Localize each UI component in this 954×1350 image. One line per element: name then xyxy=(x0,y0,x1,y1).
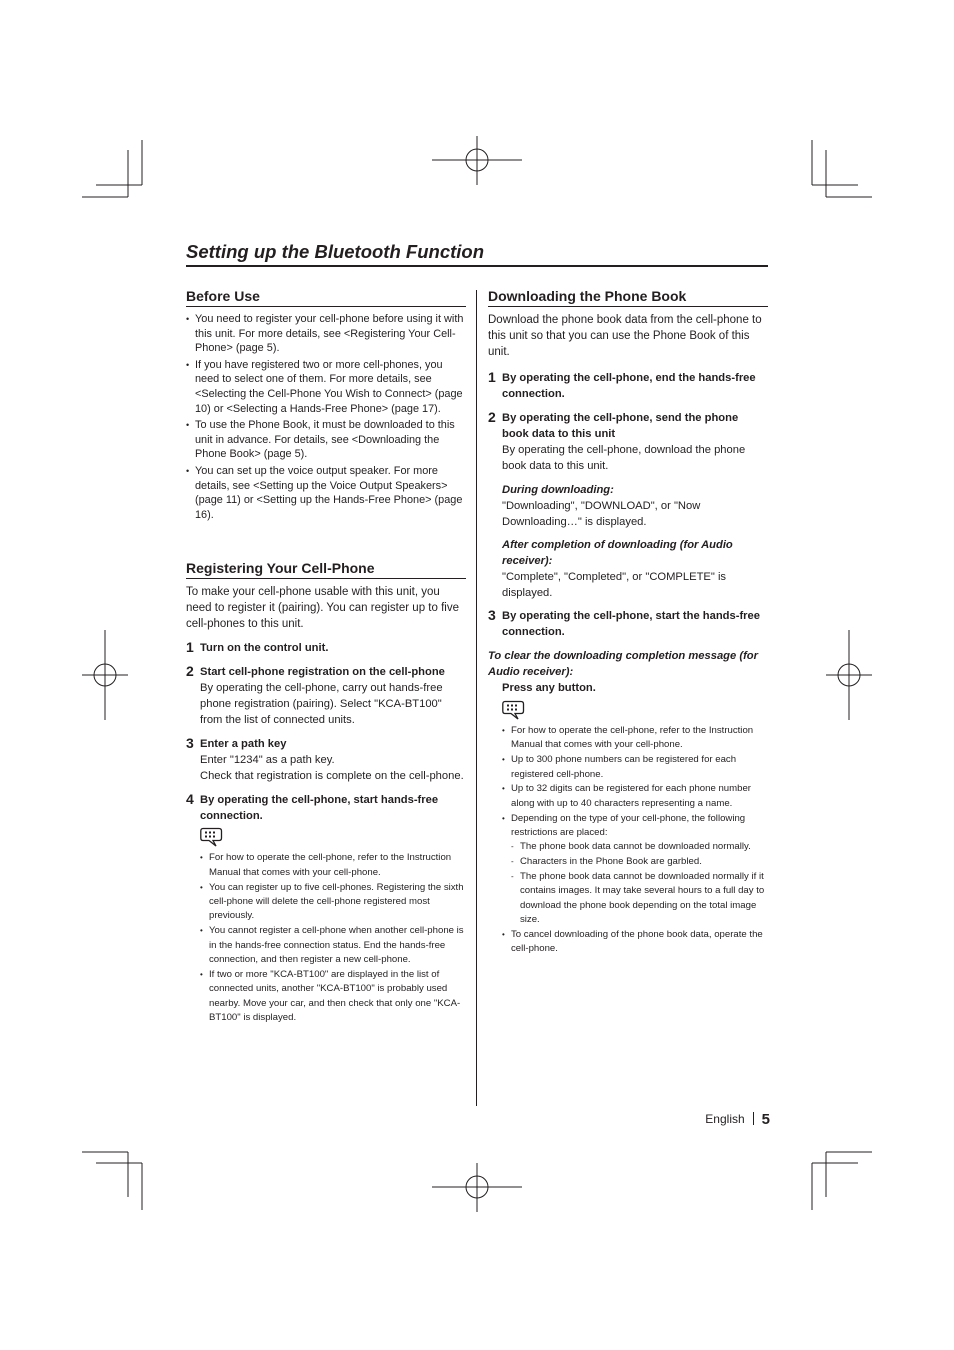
step-3 xyxy=(488,608,768,640)
step-3 xyxy=(186,736,466,784)
notes-list xyxy=(502,724,768,957)
list-item: • You cannot register a cell-phone when another cell-phone is in the hands-free connection status. End the hands-free connection, and then register a new cell-phone. xyxy=(200,924,466,967)
step-title: Turn on the control unit. xyxy=(200,642,329,655)
page-number: 5 xyxy=(761,1111,770,1128)
step-title: By operating the cell-phone, end the hands-free connection. xyxy=(502,372,756,400)
list-item: - The phone book data cannot be downloaded normally if it contains images. It may take several hours to a full day to download the phone book depending on the total image size. xyxy=(511,870,768,928)
step-title: Enter a path key xyxy=(200,738,287,751)
registering-notes xyxy=(186,826,466,1025)
list-item: • You need to register your cell-phone before using it with this unit. For more details, see <Registering Your Cell-Phone> (page 5). xyxy=(186,312,466,356)
clear-message-body: Press any button. xyxy=(502,682,596,694)
step-number: 2 xyxy=(186,663,194,680)
list-item: • To use the Phone Book, it must be downloaded to this unit in advance. For details, see <Downloading the Phone Book> (page 5). xyxy=(186,418,466,462)
list-item: • Up to 32 digits can be registered for each phone number along with up to 40 characters representing a name. xyxy=(502,782,768,811)
list-item: • You can register up to five cell-phones. Registering the sixth cell-phone will delete the cell-phone registered most previously. xyxy=(200,881,466,924)
step-number: 1 xyxy=(186,639,194,656)
step-description: By operating the cell-phone, carry out hands-free phone registration (pairing). Select "KCA-BT100" from the list of connected units. xyxy=(200,682,443,727)
step-description: Check that registration is complete on the cell-phone. xyxy=(200,770,464,783)
page-title: Setting up the Bluetooth Function xyxy=(186,240,768,267)
during-heading: During downloading: xyxy=(502,484,614,496)
registering-intro: To make your cell-phone usable with this unit, you need to register it (pairing). You can register up to five cell-phones to this unit. xyxy=(186,586,459,631)
list-item: - The phone book data cannot be downloaded normally. xyxy=(511,840,768,854)
downloading-intro: Download the phone book data from the cell-phone to this unit so that you can use the Phone Book of this unit. xyxy=(488,314,762,358)
during-downloading xyxy=(488,482,768,530)
step-number: 3 xyxy=(186,735,194,752)
registering-heading: Registering Your Cell-Phone xyxy=(186,560,466,579)
step-number: 3 xyxy=(488,607,496,623)
list-item: • Up to 300 phone numbers can be registered for each registered cell-phone. xyxy=(502,753,768,782)
step-2 xyxy=(488,410,768,474)
list-item: • For how to operate the cell-phone, refer to the Instruction Manual that comes with your cell-phone. xyxy=(502,724,768,753)
step-2 xyxy=(186,664,466,728)
step-number: 4 xyxy=(186,791,194,808)
restrictions-list xyxy=(511,840,768,927)
restrictions-intro: Depending on the type of your cell-phone, the following restrictions are placed: xyxy=(511,812,746,839)
left-column xyxy=(186,288,466,1026)
after-downloading xyxy=(488,537,768,601)
right-column xyxy=(488,288,768,957)
step-4 xyxy=(186,792,466,824)
step-title: By operating the cell-phone, start hands-free connection. xyxy=(200,794,439,823)
step-1 xyxy=(488,370,768,402)
list-item: • If two or more "KCA-BT100" are displayed in the list of connected units, another "KCA-BT100" is probably used nearby. Move your car, and then check that only one "KCA-BT100" is displayed. xyxy=(200,968,466,1026)
note-icon xyxy=(502,699,526,721)
list-item xyxy=(502,812,768,928)
before-use-section xyxy=(186,288,466,522)
step-description: Enter "1234" as a path key. xyxy=(200,754,335,767)
footer-separator xyxy=(753,1112,754,1125)
notes-list xyxy=(200,851,466,1025)
list-item: - Characters in the Phone Book are garbled. xyxy=(511,855,768,869)
step-number: 1 xyxy=(488,369,496,385)
downloading-heading: Downloading the Phone Book xyxy=(488,288,768,307)
after-heading: After completion of downloading (for Audio receiver): xyxy=(502,539,733,567)
step-1 xyxy=(186,640,466,656)
step-title: Start cell-phone registration on the cell-phone xyxy=(200,666,445,679)
after-body: "Complete", "Completed", or "COMPLETE" is displayed. xyxy=(502,571,727,599)
note-icon xyxy=(200,826,224,848)
step-number: 2 xyxy=(488,409,496,425)
list-item: • To cancel downloading of the phone book data, operate the cell-phone. xyxy=(502,928,768,957)
step-title: By operating the cell-phone, send the phone book data to this unit xyxy=(502,412,739,440)
step-title: By operating the cell-phone, start the hands-free connection. xyxy=(502,610,760,638)
before-use-heading: Before Use xyxy=(186,288,466,307)
footer-language: English xyxy=(705,1112,745,1126)
during-body: "Downloading", "DOWNLOAD", or "Now Downloading…" is displayed. xyxy=(502,500,701,528)
column-divider xyxy=(476,290,477,1106)
list-item: • For how to operate the cell-phone, refer to the Instruction Manual that comes with your cell-phone. xyxy=(200,851,466,880)
before-use-list xyxy=(186,312,466,522)
list-item: • You can set up the voice output speaker. For more details, see <Setting up the Voice Output Speakers> (page 11) or <Setting up the Hands-Free Phone> (page 16). xyxy=(186,464,466,522)
clear-message-heading: To clear the downloading completion message (for Audio receiver): xyxy=(488,650,758,678)
registering-section xyxy=(186,560,466,1025)
page-footer xyxy=(660,1109,770,1130)
downloading-notes xyxy=(488,699,768,957)
list-item: • If you have registered two or more cell-phones, you need to select one of them. For more details, see <Selecting the Cell-Phone You Wish to Connect> (page 10) or <Selecting a Hands-Free Phone> (page 17). xyxy=(186,358,466,416)
step-description: By operating the cell-phone, download the phone book data to this unit. xyxy=(502,444,746,472)
